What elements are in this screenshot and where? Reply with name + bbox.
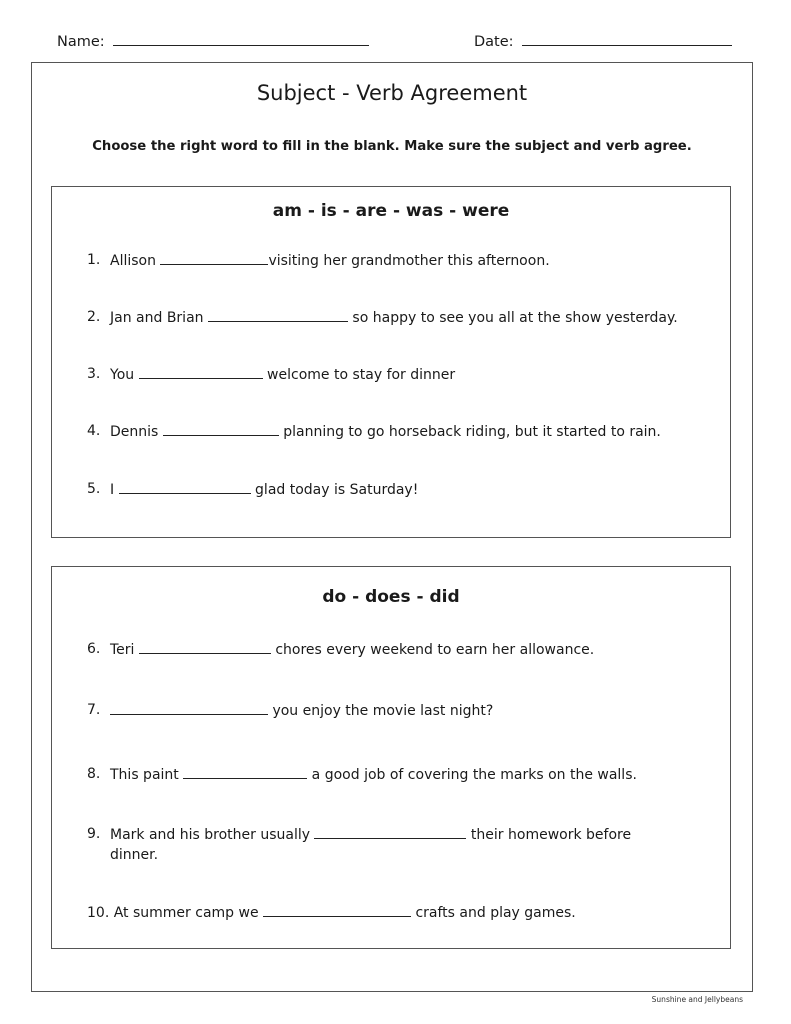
question-text-after: a good job of covering the marks on the walls. — [307, 767, 637, 783]
question-text-after: so happy to see you all at the show yesterday. — [347, 310, 678, 326]
question-number: 9. — [87, 826, 101, 842]
question-text-before: Allison — [110, 253, 161, 269]
answer-blank[interactable] — [110, 700, 268, 715]
date-blank[interactable] — [522, 31, 732, 46]
question-text-after: glad today is Saturday! — [250, 482, 419, 498]
question-text-after: you enjoy the movie last night? — [268, 703, 494, 719]
question-text-after: crafts and play games. — [411, 905, 576, 921]
question-text-after: planning to go horseback riding, but it started to rain. — [278, 424, 661, 440]
question-text-after: welcome to stay for dinner — [262, 367, 456, 383]
question-number: 10. — [87, 905, 110, 921]
question-text-after: chores every weekend to earn her allowance. — [270, 642, 595, 658]
section-do-does-did — [51, 566, 731, 949]
question-text-before: This paint — [110, 767, 184, 783]
section-heading: am - is - are - was - were — [272, 201, 510, 221]
answer-blank[interactable] — [183, 764, 307, 779]
answer-blank[interactable] — [314, 824, 466, 839]
question-number: 6. — [87, 641, 101, 657]
question-number: 1. — [87, 252, 101, 268]
name-label: Name: — [57, 34, 105, 50]
question-text-before: Teri — [110, 642, 139, 658]
question-number: 5. — [87, 481, 101, 497]
question-text-before: Dennis — [110, 424, 163, 440]
answer-blank[interactable] — [139, 639, 271, 654]
answer-blank[interactable] — [163, 421, 279, 436]
question-number: 8. — [87, 766, 101, 782]
section-heading: do - does - did — [322, 587, 460, 607]
question-number: 2. — [87, 309, 101, 325]
answer-blank[interactable] — [263, 902, 411, 917]
question-text-line2: dinner. — [110, 847, 159, 863]
answer-blank[interactable] — [160, 250, 268, 265]
question-number: 3. — [87, 366, 101, 382]
date-field — [474, 31, 732, 50]
name-blank[interactable] — [113, 31, 369, 46]
worksheet-title: Subject - Verb Agreement — [256, 81, 528, 105]
name-field — [57, 31, 369, 50]
question-text-before: I — [110, 482, 119, 498]
question-text-after: visiting her grandmother this afternoon. — [268, 253, 550, 269]
section-am-is-are — [51, 186, 731, 538]
question-text-after: their homework before — [466, 827, 632, 843]
instructions: Choose the right word to fill in the blank. Make sure the subject and verb agree. — [92, 139, 692, 154]
question-number: 4. — [87, 423, 101, 439]
date-label: Date: — [474, 34, 514, 50]
question-text-before: Jan and Brian — [110, 310, 208, 326]
footer-credit: Sunshine and Jellybeans — [651, 995, 743, 1004]
question-number: 7. — [87, 702, 101, 718]
question-text-before: Mark and his brother usually — [110, 827, 315, 843]
question-text-before: At summer camp we — [113, 905, 264, 921]
answer-blank[interactable] — [119, 479, 251, 494]
answer-blank[interactable] — [208, 307, 348, 322]
question-text-before: You — [110, 367, 139, 383]
answer-blank[interactable] — [139, 364, 263, 379]
